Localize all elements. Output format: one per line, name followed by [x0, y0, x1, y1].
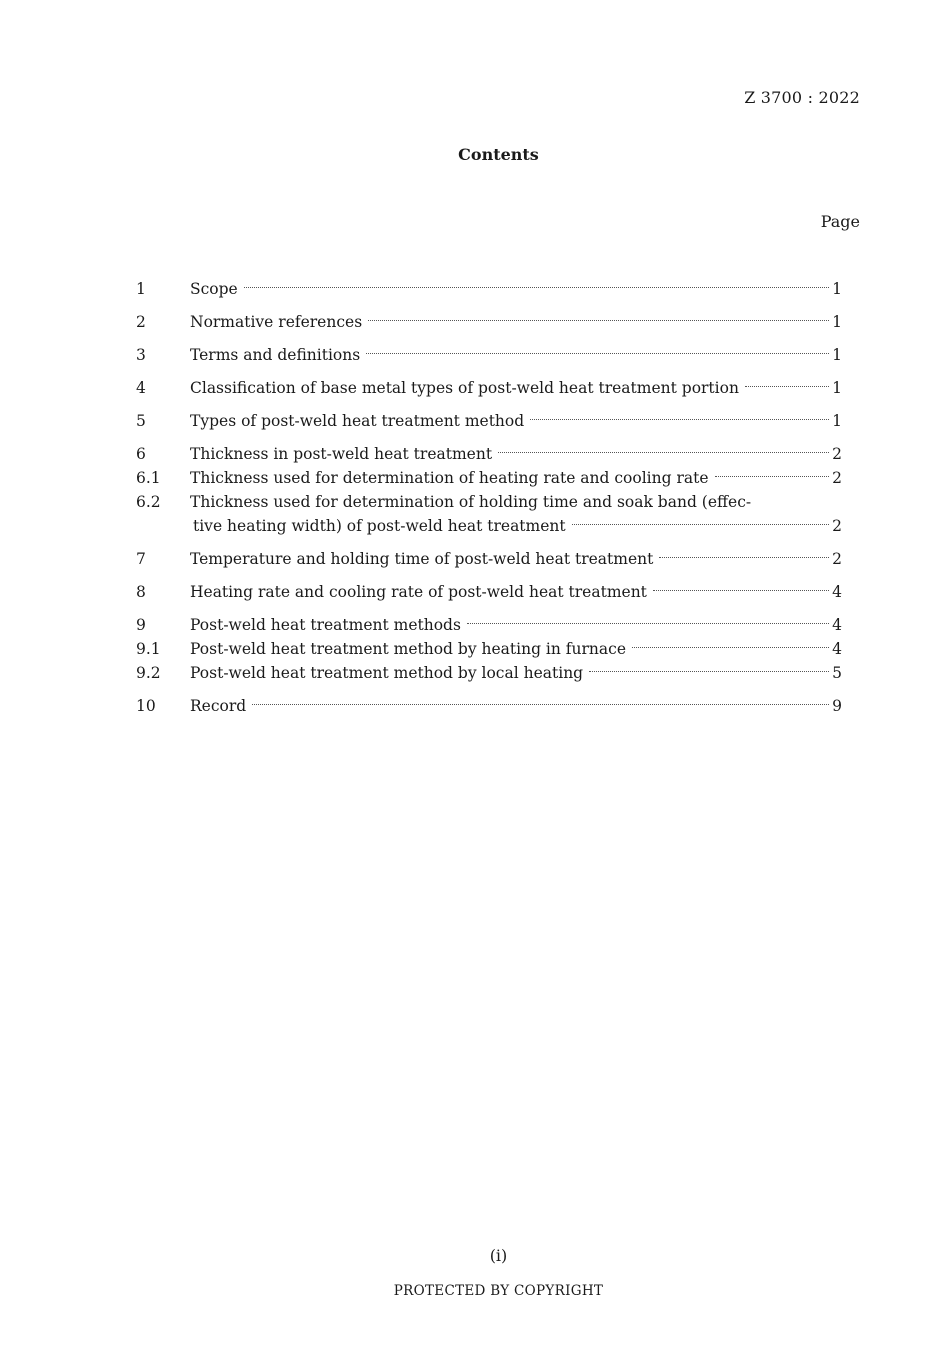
toc-title: Post-weld heat treatment method by local heating — [190, 664, 584, 682]
dot-leader — [252, 704, 829, 705]
dot-leader — [632, 647, 829, 648]
toc-page-number: 1 — [832, 280, 842, 298]
toc-number: 9.2 — [136, 664, 161, 682]
toc-entry-record[interactable] — [136, 696, 842, 720]
toc-page-number: 4 — [832, 583, 842, 601]
toc-number: 8 — [136, 583, 146, 601]
toc-entry-heating-cooling-rate[interactable] — [136, 582, 842, 606]
footer-page-number: (i) — [489, 1246, 508, 1265]
toc-group-9 — [136, 615, 842, 687]
toc-group-2 — [136, 312, 842, 336]
toc-page-number: 2 — [832, 445, 842, 463]
dot-leader — [715, 476, 830, 477]
toc-entry-normative-references[interactable] — [136, 312, 842, 336]
toc-entry-thickness-holding-time[interactable] — [136, 492, 842, 516]
toc-number: 5 — [136, 412, 146, 430]
toc-page-number: 9 — [832, 697, 842, 715]
toc-title: tive heating width) of post-weld heat treatment — [193, 517, 566, 535]
toc-group-4 — [136, 378, 842, 402]
toc-number: 6 — [136, 445, 146, 463]
toc-group-1 — [136, 279, 842, 303]
dot-leader — [653, 590, 829, 591]
copyright-notice: PROTECTED BY COPYRIGHT — [393, 1283, 604, 1299]
toc-group-10 — [136, 696, 842, 720]
toc-title: Types of post-weld heat treatment method — [190, 412, 525, 430]
toc-title: Normative references — [190, 313, 363, 331]
toc-number: 7 — [136, 550, 146, 568]
toc-page-number: 1 — [832, 346, 842, 364]
toc-title: Thickness in post-weld heat treatment — [190, 445, 493, 463]
dot-leader — [368, 320, 829, 321]
toc-entry-classification[interactable] — [136, 378, 842, 402]
dot-leader — [589, 671, 829, 672]
toc-title: Heating rate and cooling rate of post-weld heat treatment — [190, 583, 647, 601]
toc-number: 9 — [136, 616, 146, 634]
dot-leader — [572, 524, 830, 525]
toc-title: Terms and definitions — [190, 346, 361, 364]
toc-title: Thickness used for determination of holding time and soak band (effec- — [190, 493, 752, 511]
toc-entry-scope[interactable] — [136, 279, 842, 303]
toc-page-number: 1 — [832, 379, 842, 397]
toc-number: 6.1 — [136, 469, 161, 487]
toc-number: 4 — [136, 379, 146, 397]
dot-leader — [244, 287, 829, 288]
toc-group-6 — [136, 444, 842, 540]
toc-title: Post-weld heat treatment methods — [190, 616, 461, 634]
toc-title: Classification of base metal types of post-weld heat treatment portion — [190, 379, 739, 397]
toc-entry-terms-definitions[interactable] — [136, 345, 842, 369]
toc-group-7 — [136, 549, 842, 573]
toc-page-number: 2 — [832, 517, 842, 535]
toc-title: Scope — [190, 280, 238, 298]
dot-leader — [498, 452, 829, 453]
toc-group-5 — [136, 411, 842, 435]
toc-title: Thickness used for determination of heating rate and cooling rate — [190, 469, 709, 487]
dot-leader — [745, 386, 829, 387]
toc-page-number: 1 — [832, 313, 842, 331]
toc-number: 1 — [136, 280, 146, 298]
table-of-contents — [136, 279, 842, 729]
page-title: Contents — [458, 145, 539, 164]
document-code: Z 3700 : 2022 — [744, 88, 860, 107]
toc-entry-methods[interactable] — [136, 615, 842, 639]
toc-page-number: 5 — [832, 664, 842, 682]
dot-leader — [467, 623, 829, 624]
toc-page-number: 4 — [832, 616, 842, 634]
toc-number: 3 — [136, 346, 146, 364]
toc-title: Post-weld heat treatment method by heating in furnace — [190, 640, 626, 658]
page-column-label: Page — [820, 212, 860, 231]
toc-group-8 — [136, 582, 842, 606]
toc-entry-thickness-heating-rate[interactable] — [136, 468, 842, 492]
toc-entry-thickness[interactable] — [136, 444, 842, 468]
toc-number: 6.2 — [136, 493, 161, 511]
toc-page-number: 4 — [832, 640, 842, 658]
toc-number: 10 — [136, 697, 156, 715]
dot-leader — [659, 557, 829, 558]
toc-entry-temperature-holding-time[interactable] — [136, 549, 842, 573]
toc-page-number: 1 — [832, 412, 842, 430]
toc-group-3 — [136, 345, 842, 369]
toc-entry-furnace-heating[interactable] — [136, 639, 842, 663]
toc-entry-local-heating[interactable] — [136, 663, 842, 687]
toc-page-number: 2 — [832, 469, 842, 487]
toc-number: 2 — [136, 313, 146, 331]
dot-leader — [366, 353, 829, 354]
toc-entry-types-method[interactable] — [136, 411, 842, 435]
toc-entry-thickness-holding-time-cont[interactable] — [136, 516, 842, 540]
dot-leader — [530, 419, 829, 420]
toc-title: Temperature and holding time of post-weld heat treatment — [190, 550, 654, 568]
toc-page-number: 2 — [832, 550, 842, 568]
toc-number: 9.1 — [136, 640, 161, 658]
toc-title: Record — [190, 697, 247, 715]
